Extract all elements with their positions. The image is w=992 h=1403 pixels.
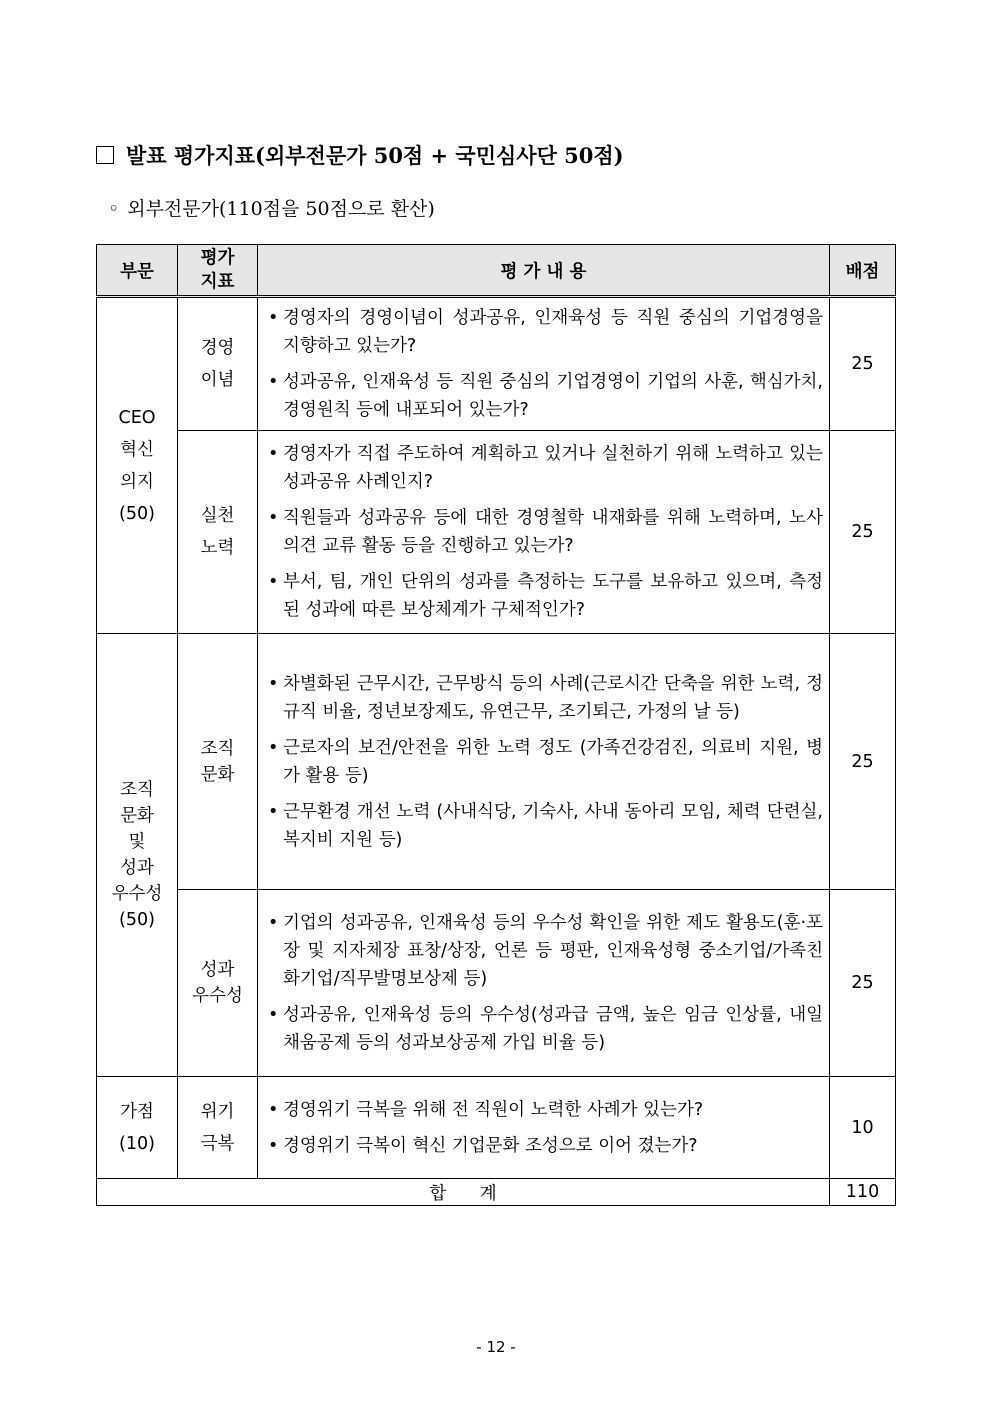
bullet-icon: • xyxy=(268,572,279,592)
content-item xyxy=(266,1001,823,1057)
indicator-cell xyxy=(178,297,258,431)
content-item xyxy=(266,568,823,624)
score-cell: 25 xyxy=(830,297,896,431)
section-heading-text: 발표 평가지표(외부전문가 50점 + 국민심사단 50점) xyxy=(126,143,624,168)
total-label: 합 계 xyxy=(97,1179,830,1206)
content-item xyxy=(266,734,823,790)
content-item-text: 기업의 성과공유, 인재육성 등의 우수성 확인을 위한 제도 활용도(훈·포장 및 지자체장 표창/상장, 언론 등 평판, 인재육성형 중소기업/가족친화기업/직무발명보상제 등) xyxy=(283,913,823,989)
indicator-line: 성과 xyxy=(200,960,235,980)
bullet-icon: • xyxy=(268,801,279,822)
header-content: 평 가 내 용 xyxy=(258,245,830,297)
category-line: (10) xyxy=(119,1133,155,1154)
bullet-icon: • xyxy=(268,444,279,464)
table-row xyxy=(97,431,896,634)
content-item xyxy=(266,504,823,560)
category-cell xyxy=(97,634,178,1077)
subheading xyxy=(108,194,435,221)
indicator-line: 위기 xyxy=(200,1101,235,1122)
content-item xyxy=(266,1132,823,1160)
indicator-cell xyxy=(178,634,258,890)
score-cell: 10 xyxy=(830,1077,896,1179)
total-score: 110 xyxy=(830,1179,896,1206)
content-cell xyxy=(258,634,830,890)
content-item-text: 성과공유, 인재육성 등의 우수성(성과급 금액, 높은 임금 인상률, 내일채움공제 등의 성과보상공제 가입 비율 등) xyxy=(283,1005,823,1053)
content-item-text: 근무환경 개선 노력 (사내식당, 기숙사, 사내 동아리 모임, 체력 단련실, 복지비 지원 등) xyxy=(283,801,823,850)
indicator-line: 노력 xyxy=(200,538,235,558)
subheading-text: 외부전문가(110점을 50점으로 환산) xyxy=(127,198,435,220)
content-item-text: 성과공유, 인재육성 등 직원 중심의 기업경영이 기업의 사훈, 핵심가치, 경영원칙 등에 내포되어 있는가? xyxy=(283,372,823,420)
content-item-text: 부서, 팀, 개인 단위의 성과를 측정하는 도구를 보유하고 있으며, 측정된 성과에 따른 보상체계가 구체적인가? xyxy=(283,572,823,620)
header-indicator xyxy=(178,245,258,297)
category-line: 및 xyxy=(128,832,146,852)
checkbox-square-icon xyxy=(96,146,114,164)
evaluation-table xyxy=(96,244,896,1206)
content-item-text: 직원들과 성과공유 등에 대한 경영철학 내재화를 위해 노력하며, 노사 의견 교류 활동 등을 진행하고 있는가? xyxy=(283,508,823,556)
category-line: 혁신 xyxy=(120,439,154,460)
category-line: (50) xyxy=(119,503,155,524)
category-line: 가점 xyxy=(120,1101,154,1122)
header-score: 배점 xyxy=(830,245,896,297)
content-item xyxy=(266,304,823,360)
table-row xyxy=(97,890,896,1077)
content-item xyxy=(266,440,823,496)
content-item xyxy=(266,1096,823,1124)
category-line: 문화 xyxy=(120,806,154,826)
content-item-text: 경영위기 극복을 위해 전 직원이 노력한 사례가 있는가? xyxy=(283,1099,704,1120)
indicator-line: 조직 xyxy=(200,738,235,759)
category-cell xyxy=(97,1077,178,1179)
content-item-text: 차별화된 근무시간, 근무방식 등의 사례(근로시간 단축을 위한 노력, 정규직 비율, 정년보장제도, 유연근무, 조기퇴근, 가정의 날 등) xyxy=(283,673,823,722)
table-header-row xyxy=(97,245,896,297)
indicator-cell xyxy=(178,431,258,634)
indicator-cell xyxy=(178,890,258,1077)
indicator-cell xyxy=(178,1077,258,1179)
content-item xyxy=(266,798,823,854)
table-row xyxy=(97,634,896,890)
content-item xyxy=(266,670,823,726)
score-cell: 25 xyxy=(830,890,896,1077)
bullet-icon: • xyxy=(268,737,279,758)
category-line: 성과 xyxy=(120,858,154,878)
category-line: (50) xyxy=(119,910,155,930)
category-line: CEO xyxy=(118,407,156,428)
bullet-icon: • xyxy=(268,673,279,694)
content-cell xyxy=(258,297,830,431)
content-item xyxy=(266,368,823,424)
indicator-line: 극복 xyxy=(200,1133,235,1154)
bullet-icon: • xyxy=(268,1099,279,1120)
score-cell: 25 xyxy=(830,634,896,890)
score-cell: 25 xyxy=(830,431,896,634)
content-cell xyxy=(258,890,830,1077)
indicator-line: 우수성 xyxy=(192,986,243,1006)
indicator-line: 경영 xyxy=(200,338,235,358)
bullet-icon: • xyxy=(268,1135,279,1156)
total-row xyxy=(97,1179,896,1206)
content-item-text: 경영위기 극복이 혁신 기업문화 조성으로 이어 졌는가? xyxy=(283,1135,698,1156)
category-line: 의지 xyxy=(120,471,154,492)
content-item xyxy=(266,909,823,993)
indicator-line: 실천 xyxy=(200,506,235,526)
header-indicator-line2: 지표 xyxy=(200,272,235,292)
bullet-icon: • xyxy=(268,372,279,392)
content-item-text: 경영자의 경영이념이 성과공유, 인재육성 등 직원 중심의 기업경영을 지향하고 있는가? xyxy=(283,308,823,356)
section-heading xyxy=(96,140,624,170)
header-category: 부문 xyxy=(97,245,178,297)
bullet-icon: • xyxy=(268,508,279,528)
content-cell xyxy=(258,431,830,634)
table-row xyxy=(97,1077,896,1179)
content-item-text: 경영자가 직접 주도하여 계획하고 있거나 실천하기 위해 노력하고 있는 성과공유 사례인지? xyxy=(283,444,823,492)
indicator-line: 문화 xyxy=(200,764,235,785)
content-cell xyxy=(258,1077,830,1179)
bullet-icon: • xyxy=(268,1005,279,1025)
subheading-bullet: ◦ xyxy=(108,198,120,220)
page-number: - 12 - xyxy=(476,1338,516,1356)
header-indicator-line1: 평가 xyxy=(200,248,235,268)
indicator-line: 이념 xyxy=(200,370,235,390)
bullet-icon: • xyxy=(268,913,279,933)
category-line: 우수성 xyxy=(111,884,163,904)
category-cell xyxy=(97,297,178,634)
table-row xyxy=(97,297,896,431)
content-item-text: 근로자의 보건/안전을 위한 노력 정도 (가족건강검진, 의료비 지원, 병가 활용 등) xyxy=(283,737,823,786)
bullet-icon: • xyxy=(268,308,279,328)
category-line: 조직 xyxy=(120,780,154,800)
